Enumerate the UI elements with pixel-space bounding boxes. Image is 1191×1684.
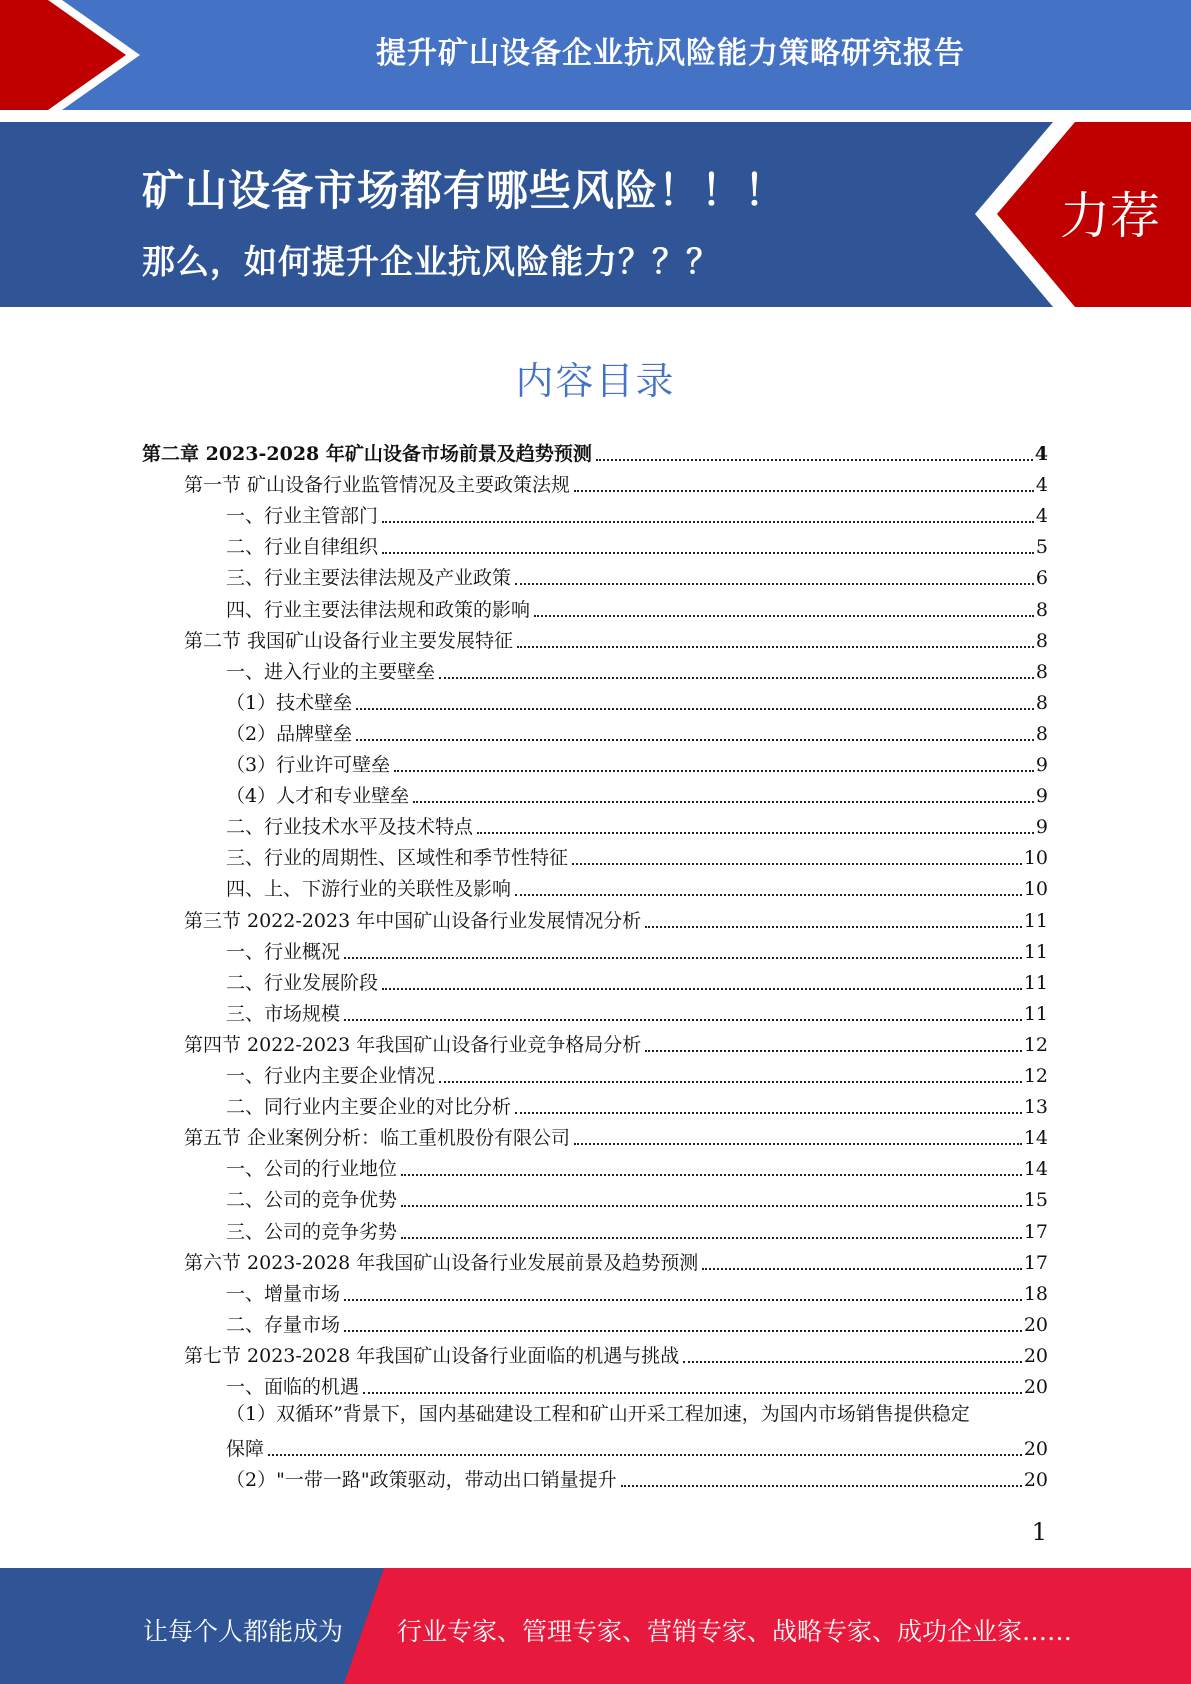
footer-slogan-roles: 行业专家、管理专家、营销专家、战略专家、成功企业家…… (397, 1617, 1073, 1646)
toc-heading: 内容目录 (515, 359, 676, 403)
toc-leader-dots (517, 646, 1034, 648)
toc-leader-dots (344, 1299, 1022, 1301)
toc-subsection-entry[interactable] (226, 561, 1048, 591)
toc-entry-text: 三、行业主要法律法规及产业政策 (226, 567, 512, 590)
toc-entry-text: 一、公司的行业地位 (226, 1158, 398, 1181)
toc-section-entry[interactable] (184, 1339, 1048, 1369)
toc-leader-dots (382, 552, 1034, 554)
toc-entry-wrapped-line2[interactable] (226, 1432, 1048, 1462)
toc-entry-text: 第二章 2023-2028 年矿山设备市场前景及趋势预测 (142, 443, 592, 465)
toc-entry-text: 一、行业内主要企业情况 (226, 1065, 436, 1087)
toc-entry-page: 8 (1035, 660, 1048, 683)
toc-entry-page: 6 (1035, 567, 1048, 590)
toc-subsection-entry[interactable] (226, 872, 1048, 902)
toc-entry-page: 4 (1035, 505, 1048, 528)
toc-subsection-entry[interactable] (226, 779, 1048, 809)
toc-entry-text: （4）人才和专业壁垒 (226, 785, 410, 808)
toc-entry-text: 第三节 2022-2023 年中国矿山设备行业发展情况分析 (184, 909, 642, 932)
toc-entry-text: 第二节 我国矿山设备行业主要发展特征 (184, 629, 514, 652)
header-arrow-icon (0, 0, 150, 110)
toc-entry-text: 一、行业主管部门 (226, 505, 379, 528)
toc-leader-dots (344, 1019, 1022, 1021)
toc-entry-page: 11 (1023, 909, 1048, 932)
toc-subsection-entry[interactable] (226, 748, 1048, 778)
toc-entry-text: （2）品牌壁垒 (226, 722, 353, 745)
toc-entry-page: 8 (1035, 629, 1048, 652)
toc-entry-text: 二、存量市场 (226, 1313, 341, 1336)
toc-entry-page: 14 (1023, 1158, 1048, 1181)
toc-entry-text: 二、行业自律组织 (226, 536, 379, 559)
toc-entry-page: 9 (1035, 816, 1048, 839)
toc-entry-page: 8 (1035, 722, 1048, 745)
toc-entry-text: 一、行业概况 (226, 940, 341, 963)
toc-subsection-entry[interactable] (226, 717, 1048, 747)
toc-subsection-entry[interactable] (226, 1370, 1048, 1400)
toc-leader-dots (645, 1050, 1022, 1052)
footer-slogan-lead: 让每个人都能成为 (143, 1617, 344, 1646)
toc-entry-text: 第四节 2022-2023 年我国矿山设备行业竞争格局分析 (184, 1033, 642, 1056)
toc-leader-dots (356, 739, 1034, 741)
toc-subsection-entry[interactable] (226, 1059, 1048, 1089)
toc-leader-dots (515, 583, 1034, 585)
toc-entry-text: 第五节 企业案例分析：临工重机股份有限公司 (184, 1127, 571, 1150)
toc-leader-dots (401, 1205, 1022, 1207)
toc-subsection-entry[interactable] (226, 1277, 1048, 1307)
toc-entry-text: 二、同行业内主要企业的对比分析 (226, 1096, 512, 1119)
toc-entry-page: 4 (1035, 474, 1048, 497)
toc-section-entry[interactable] (184, 468, 1048, 498)
toc-section-entry[interactable] (184, 1246, 1048, 1276)
toc-entry-page: 15 (1023, 1189, 1048, 1212)
toc-entry-page: 20 (1023, 1376, 1048, 1398)
page-number: 1 (1031, 1518, 1047, 1546)
toc-entry-page: 20 (1023, 1438, 1048, 1461)
toc-subsection-entry[interactable] (226, 1215, 1048, 1245)
toc-subsection-entry[interactable] (226, 1308, 1048, 1338)
toc-entry-text: 保障 (226, 1438, 265, 1461)
toc-section-entry[interactable] (184, 624, 1048, 654)
toc-leader-dots (356, 708, 1034, 710)
toc-subsection-entry[interactable] (226, 841, 1048, 871)
toc-entry-page: 12 (1023, 1033, 1048, 1056)
toc-leader-dots (401, 1237, 1022, 1239)
toc-entry-text: 三、行业的周期性、区域性和季节性特征 (226, 847, 569, 870)
toc-entry-text: 一、进入行业的主要壁垒 (226, 660, 436, 683)
toc-entry-page: 11 (1023, 971, 1048, 994)
toc-entry-page: 4 (1034, 443, 1048, 465)
toc-leader-dots (477, 832, 1034, 834)
toc-leader-dots (394, 770, 1034, 772)
toc-section-entry[interactable] (184, 1028, 1048, 1058)
toc-chapter-entry[interactable] (142, 437, 1048, 467)
toc-entry-page: 8 (1035, 598, 1048, 621)
toc-entry-text: 四、上、下游行业的关联性及影响 (226, 878, 512, 901)
toc-entry-page: 13 (1023, 1096, 1048, 1119)
toc-entry-text: 一、面临的机遇 (226, 1376, 360, 1398)
toc-entry-page: 17 (1023, 1220, 1048, 1243)
toc-entry-page: 10 (1023, 847, 1048, 870)
toc-leader-dots (515, 1112, 1022, 1114)
toc-entry-text: 第一节 矿山设备行业监管情况及主要政策法规 (184, 474, 571, 497)
toc-leader-dots (574, 1143, 1022, 1145)
toc-leader-dots (439, 677, 1034, 679)
toc-entry-text: 一、增量市场 (226, 1282, 341, 1305)
toc-leader-dots (645, 926, 1022, 928)
toc-entry-last[interactable] (226, 1463, 1048, 1493)
toc-subsection-entry[interactable] (226, 1090, 1048, 1120)
toc-entry-text: 二、行业技术水平及技术特点 (226, 816, 474, 839)
toc-entry-text: 三、市场规模 (226, 1002, 341, 1025)
toc-entry-page: 5 (1035, 536, 1048, 559)
toc-leader-dots (401, 1174, 1022, 1176)
toc-leader-dots (268, 1454, 1022, 1456)
toc-entry-page: 11 (1023, 940, 1048, 963)
toc-subsection-entry[interactable] (226, 655, 1048, 685)
toc-leader-dots (382, 521, 1034, 523)
toc-leader-dots (572, 863, 1022, 865)
toc-leader-dots (363, 1392, 1022, 1394)
toc-leader-dots (413, 801, 1034, 803)
toc-leader-dots (621, 1485, 1022, 1487)
toc-entry-page: 9 (1035, 785, 1048, 808)
toc-section-entry[interactable] (184, 904, 1048, 934)
toc-entry-text: 二、公司的竞争优势 (226, 1189, 398, 1212)
toc-entry-page: 20 (1023, 1313, 1048, 1336)
toc-entry-text: （1）技术壁垒 (226, 691, 353, 714)
toc-entry-page: 14 (1023, 1127, 1048, 1150)
toc-leader-dots (515, 894, 1022, 896)
toc-leader-dots (344, 1330, 1022, 1332)
report-title: 提升矿山设备企业抗风险能力策略研究报告 (376, 36, 965, 71)
toc-entry-page: 10 (1023, 878, 1048, 901)
toc-entry-text: 四、行业主要法律法规和政策的影响 (226, 598, 531, 621)
toc-entry-text: （2）"一带一路"政策驱动，带动出口销量提升 (226, 1469, 617, 1492)
toc-entry-wrapped-line1[interactable]: （1）双循环”背景下，国内基础建设工程和矿山开采工程加速，为国内市场销售提供稳定 (226, 1403, 970, 1426)
toc-subsection-entry[interactable] (226, 499, 1048, 529)
toc-subsection-entry[interactable] (226, 966, 1048, 996)
toc-leader-dots (439, 1081, 1022, 1083)
toc-leader-dots (344, 957, 1022, 959)
toc-entry-page: 17 (1023, 1251, 1048, 1274)
toc-leader-dots (574, 490, 1034, 492)
toc-subsection-entry[interactable] (226, 686, 1048, 716)
toc-entry-page: 12 (1023, 1065, 1048, 1087)
toc-entry-page: 11 (1023, 1002, 1048, 1025)
toc-leader-dots (382, 988, 1022, 990)
toc-entry-page: 20 (1023, 1469, 1048, 1492)
toc-entry-text: 第六节 2023-2028 年我国矿山设备行业发展前景及趋势预测 (184, 1251, 699, 1274)
toc-leader-dots (596, 459, 1033, 461)
toc-subsection-entry[interactable] (226, 935, 1048, 965)
toc-entry-page: 8 (1035, 691, 1048, 714)
toc-subsection-entry[interactable] (226, 1152, 1048, 1182)
banner-subheadline: 那么，如何提升企业抗风险能力？？？ (142, 242, 720, 281)
toc-subsection-entry[interactable] (226, 1183, 1048, 1213)
toc-subsection-entry[interactable] (226, 810, 1048, 840)
toc-leader-dots (534, 615, 1034, 617)
toc-entry-page: 9 (1035, 754, 1048, 776)
toc-section-entry[interactable] (184, 1121, 1048, 1151)
toc-entry-page: 20 (1023, 1344, 1048, 1367)
toc-subsection-entry[interactable] (226, 593, 1048, 623)
toc-leader-dots (702, 1268, 1022, 1270)
toc-subsection-entry[interactable] (226, 997, 1048, 1027)
toc-entry-text: 第七节 2023-2028 年我国矿山设备行业面临的机遇与挑战 (184, 1344, 680, 1367)
toc-entry-text: （3）行业许可壁垒 (226, 754, 391, 776)
toc-leader-dots (683, 1361, 1022, 1363)
toc-entry-text: 三、公司的竞争劣势 (226, 1220, 398, 1243)
toc-entry-text: 二、行业发展阶段 (226, 971, 379, 994)
recommend-badge-label: 力荐 (1060, 187, 1160, 245)
toc-subsection-entry[interactable] (226, 530, 1048, 560)
toc-entry-page: 18 (1023, 1282, 1048, 1305)
banner-headline: 矿山设备市场都有哪些风险！！！ (142, 166, 788, 215)
